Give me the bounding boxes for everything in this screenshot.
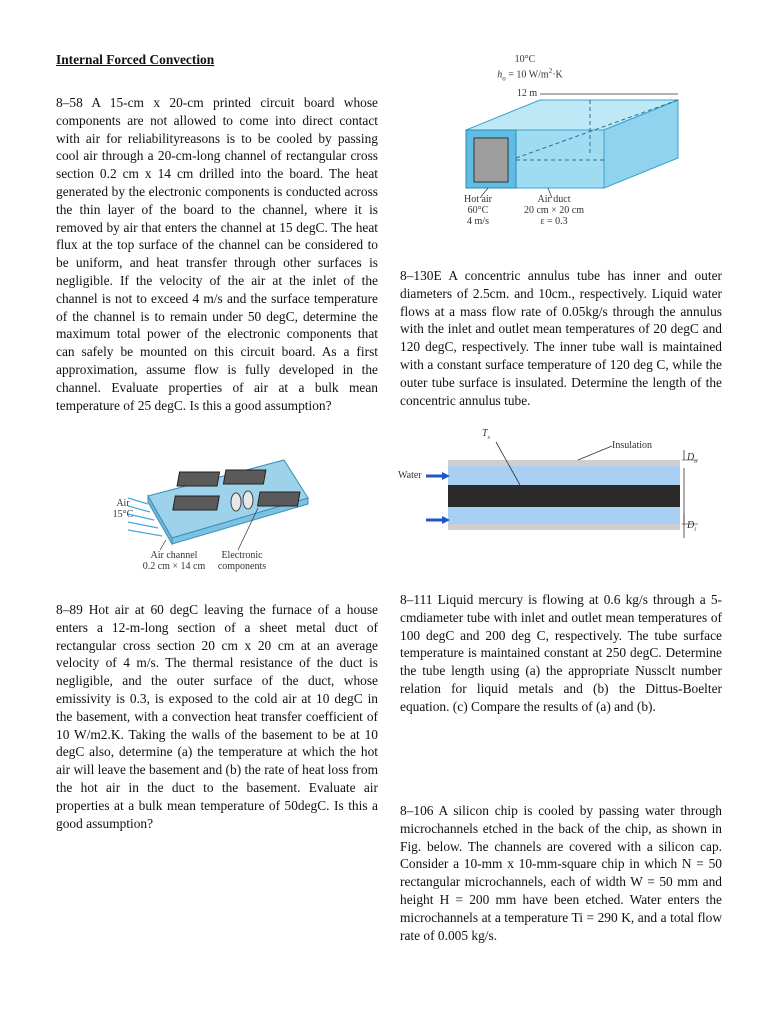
annulus-drawing bbox=[398, 428, 718, 548]
figure-air-duct bbox=[440, 50, 730, 240]
annulus-di-label: $D_i$ bbox=[687, 520, 696, 533]
duct-length: 12 m bbox=[516, 88, 538, 99]
board-drawing bbox=[108, 458, 348, 554]
duct-convection-coefficient: $h_o = 10$ $W/m^2\cdot K$ bbox=[497, 67, 563, 83]
problem-8-130e: 8–130E A concentric annulus tube has inner and outer diameters of 2.5cm. and 10cm., respectively. Liquid water flows at a mass flow rate of 0.05kg/s through the annulus with the inlet and outlet mean temperatures of 20 degC and 120 degC, respectively. The inner tube wall is maintained with a constant surface temperature of 120 deg C, while the outer tube surface is insulated. Determine the length of the concentric annulus tube. bbox=[400, 268, 722, 408]
annulus-insulation-label: Insulation bbox=[612, 440, 652, 451]
board-components-label: Electronic components bbox=[217, 550, 267, 572]
problem-8-106: 8–106 A silicon chip is cooled by passing water through microchannels etched in the back of the chip, as shown in Fig. below. The channels are covered with a silicon cap. Consider a 10-mm x 10-mm-square chip in which N = 50 rectangular microchannels, each of width W = 50 mm and height H = 200 mm have been etched. Water enters the microchannels at a temperature Ti = 290 K, and a total flow rate of 0.005 kg/s. bbox=[400, 803, 722, 943]
board-channel-label: Air channel 0.2 cm × 14 cm bbox=[142, 550, 206, 572]
problem-8-58: 8–58 A 15-cm x 20-cm printed circuit board whose components are not allowed to come into direct contact with air for reliabilityreasons is to be cooled by passing cool air through a 20-cm-long channel of rectangular cross section 0.2 cm x 14 cm drilled into the board. The heat generated by the electronic components is conducted across the thin layer of the board to the channel, where it is removed by air that enters the channel at 15 degC. The heat flux at the top surface of the channel can be considered to be uniform, and heat transfer through other surfaces is negligible. If the velocity of the air at the inlet of the channel is not to exceed 4 m/s and the surface temperature of the channel is to remain under 50 degC, determine the maximum total power of the electronic components that can safely be mounted on this circuit board. As a first approximation, assume flow is fully developed in the channel. Evaluate properties of air at a bulk mean temperature of 25 degC. Is this a good assumption? bbox=[56, 95, 378, 413]
figure-circuit-board bbox=[108, 458, 348, 578]
annulus-do-label: $D_o$ bbox=[687, 452, 698, 465]
problem-8-89: 8–89 Hot air at 60 degC leaving the furnace of a house enters a 12-m-long section of a sheet metal duct of rectangular cross section 20 cm x 20 cm at an average velocity of 4 m/s. The thermal resistance of the duct is negligible, and the outer surface of the duct, whose emissivity is 0.3, is exposed to the cold air at 10 degC in the basement, with a convection heat transfer coefficient of 10 W/m2.K. Taking the walls of the basement to be at 10 degC also, determine (a) the temperature at which the hot air will leave the basement and (b) the rate of heat loss from the hot air in the duct to the basement. Evaluate air properties at a bulk mean temperature of 50degC. Is this a good assumption? bbox=[56, 602, 378, 831]
duct-ambient-temp: 10°C bbox=[514, 54, 536, 65]
duct-hot-air-label: Hot air 60°C 4 m/s bbox=[463, 194, 493, 227]
annulus-water-label: Water bbox=[398, 470, 422, 481]
annulus-ts-label: $T_s$ bbox=[482, 428, 490, 441]
page-title: Internal Forced Convection bbox=[56, 52, 215, 67]
figure-annulus-tube bbox=[398, 428, 718, 548]
duct-air-duct-label: Air duct 20 cm × 20 cm ε = 0.3 bbox=[523, 194, 585, 227]
problem-8-111: 8–111 Liquid mercury is flowing at 0.6 kg/s through a 5-cmdiameter tube with inlet and outlet mean temperatures of 100 degC and 200 deg C, respectively. The tube surface temperature is maintained constant at 250 degC. Determine the tube length using (a) the appropriate Nussclt number relation for liquid metals and (b) the Dittus-Boelter equation. (c) Compare the results of (a) and (b). bbox=[400, 592, 722, 714]
board-air-label: Air 15°C bbox=[112, 498, 134, 520]
